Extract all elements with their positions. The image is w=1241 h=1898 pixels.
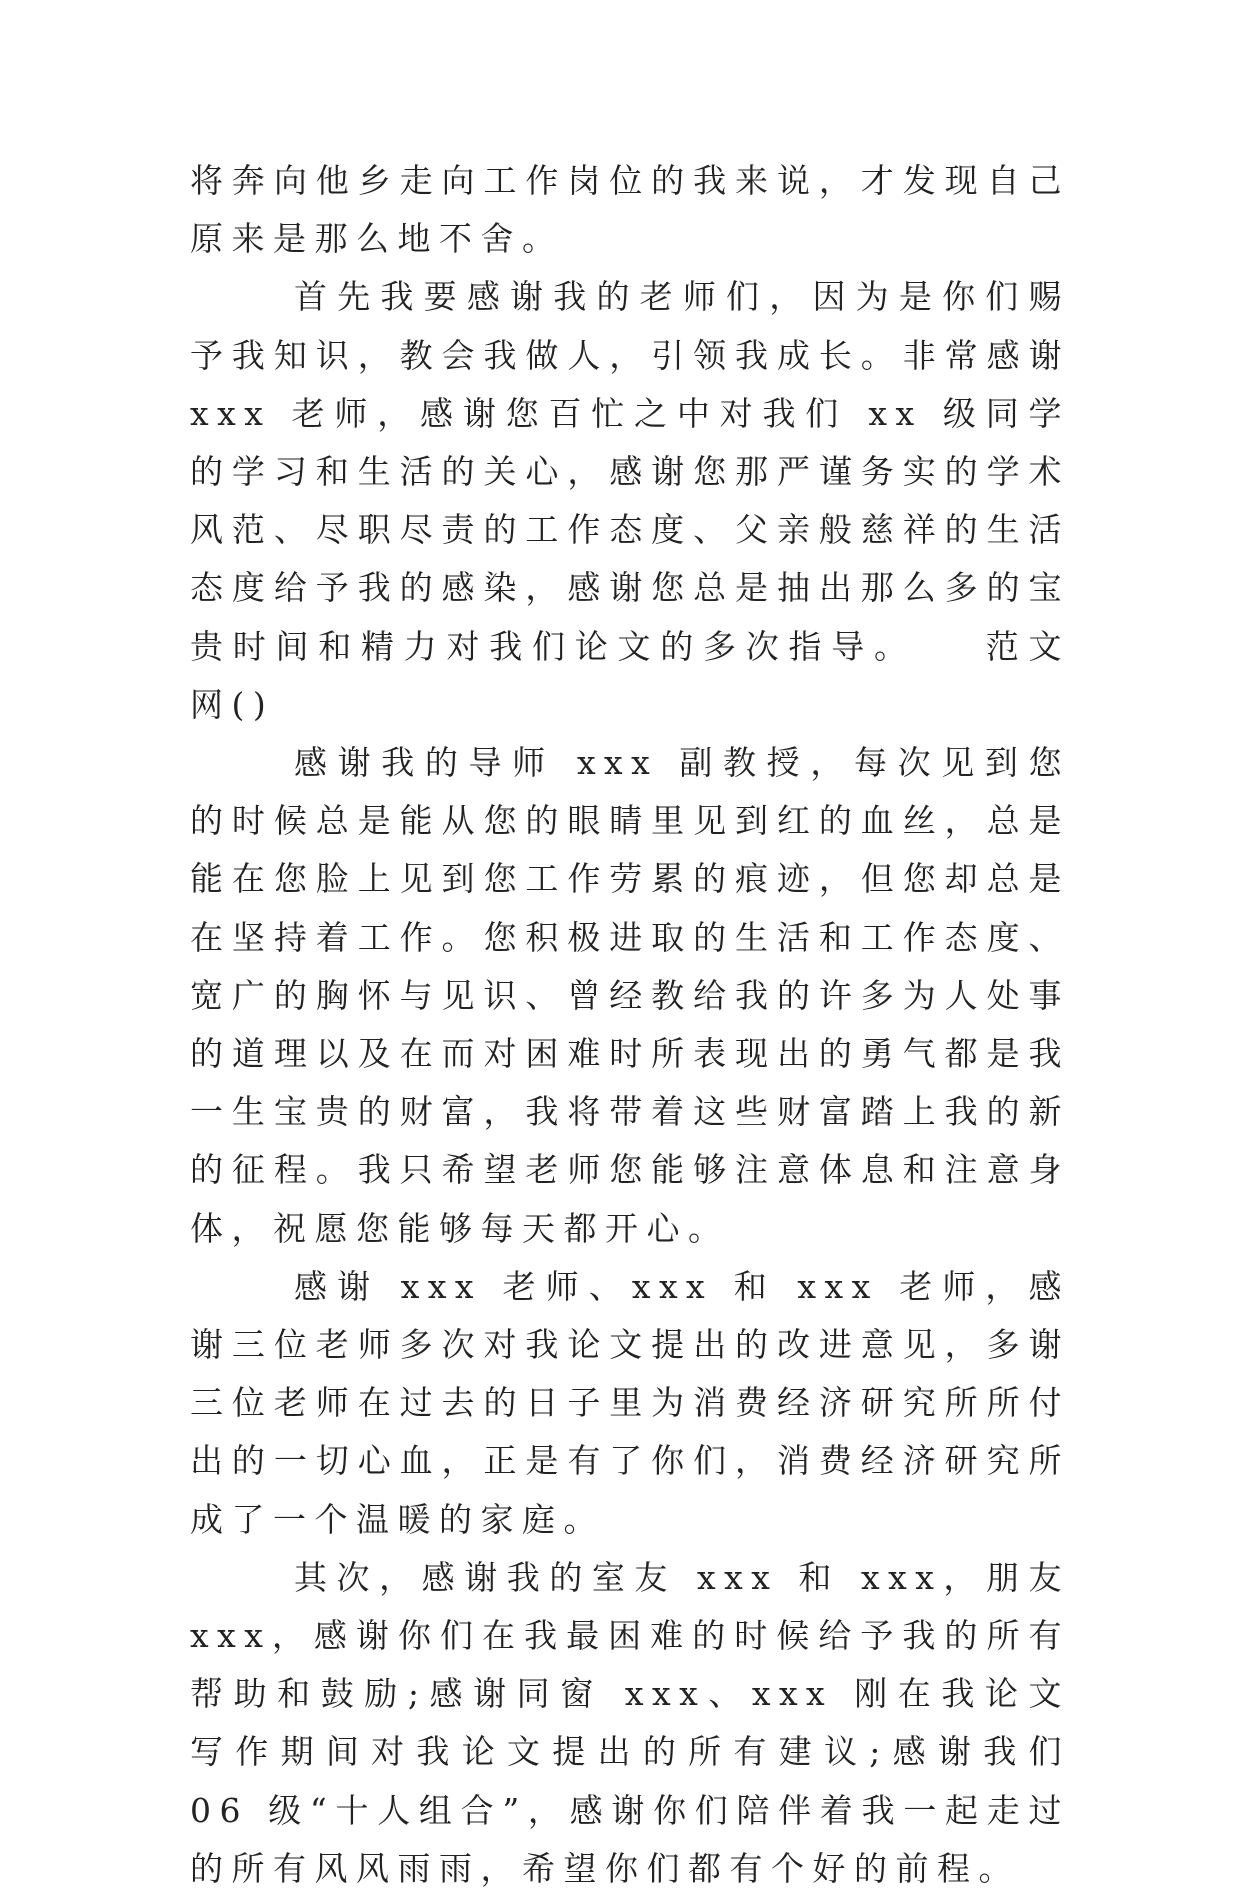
paragraph-thanks-teachers: 首先我要感谢我的老师们，因为是你们赐予我知识，教会我做人，引领我成长。非常感谢 xxx 老师，感谢您百忙之中对我们 xx 级同学的学习和生活的关心，感谢您那严谨务实的学术风范、尽职尽责的工作态度、父亲般慈祥的生活态度给予我的感染，感谢您总是抽出那么多的宝贵时间和精力对我们论文的多次指导。 范文网() (190, 277, 1070, 724)
paragraph-thanks-advisor: 感谢我的导师 xxx 副教授，每次见到您的时候总是能从您的眼睛里见到红的血丝，总是能在您脸上见到您工作劳累的痕迹，但您却总是在坚持着工作。您积极进取的生活和工作态度、宽广的胸怀与见识、曾经教给我的许多为人处事的道理以及在而对困难时所表现出的勇气都是我一生宝贵的财富，我将带着这些财富踏上我的新的征程。我只希望老师您能够注意体息和注意身体，祝愿您能够每天都开心。 (190, 743, 1070, 1248)
paragraph-thanks-three-teachers: 感谢 xxx 老师、xxx 和 xxx 老师，感谢三位老师多次对我论文提出的改进意见，多谢三位老师在过去的日子里为消费经济研究所所付出的一切心血，正是有了你们，消费经济研究所成了一个温暖的家庭。 (190, 1266, 1070, 1539)
document-body (190, 152, 1070, 1898)
paragraph-thanks-friends: 其次，感谢我的室友 xxx 和 xxx，朋友 xxx，感谢你们在我最困难的时候给予我的所有帮助和鼓励;感谢同窗 xxx、xxx 刚在我论文写作期间对我论文提出的所有建议;感谢我们 06 级“十人组合”，感谢你们陪伴着我一起走过的所有风风雨雨，希望你们都有个好的前程。 (190, 1557, 1070, 1888)
paragraph-continuation: 将奔向他乡走向工作岗位的我来说，才发现自己原来是那么地不舍。 (190, 161, 1070, 259)
